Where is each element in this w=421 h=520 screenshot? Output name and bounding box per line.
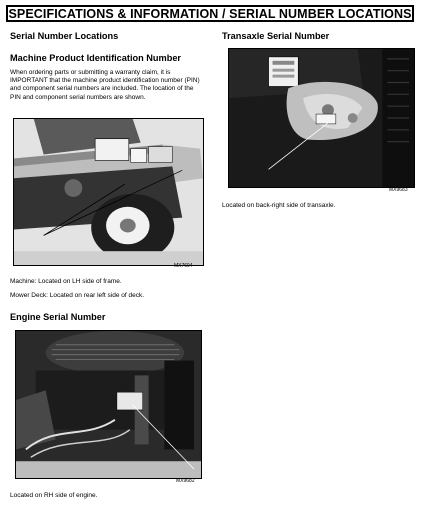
pin-paragraph: When ordering parts or submitting a warranty claim, it is IMPORTANT that the machine product identification number (PIN) and component serial numbers are included. The location of the PIN and component serial numbers are shown. xyxy=(10,69,200,101)
machine-caption: Machine: Located on LH side of frame. xyxy=(10,278,122,285)
engine-caption: Located on RH side of engine. xyxy=(10,492,98,499)
transaxle-heading: Transaxle Serial Number xyxy=(222,31,330,41)
deck-caption: Mower Deck: Located on rear left side of deck. xyxy=(10,292,145,299)
pin-heading: Machine Product Identification Number xyxy=(10,53,182,63)
page-header xyxy=(6,5,414,22)
engine-photo xyxy=(15,330,202,479)
machine-photo xyxy=(13,118,204,266)
machine-photo-code: MX7694 xyxy=(174,263,193,269)
engine-heading: Engine Serial Number xyxy=(10,312,106,322)
transaxle-photo xyxy=(228,48,415,188)
transaxle-photo-code: MX9683 xyxy=(389,187,408,193)
engine-photo-code: MX9682 xyxy=(176,478,195,484)
section-title: Serial Number Locations xyxy=(10,31,119,41)
page-title: SPECIFICATIONS & INFORMATION / SERIAL NUMBER LOCATIONS xyxy=(8,6,412,21)
transaxle-caption: Located on back-right side of transaxle. xyxy=(222,202,336,209)
